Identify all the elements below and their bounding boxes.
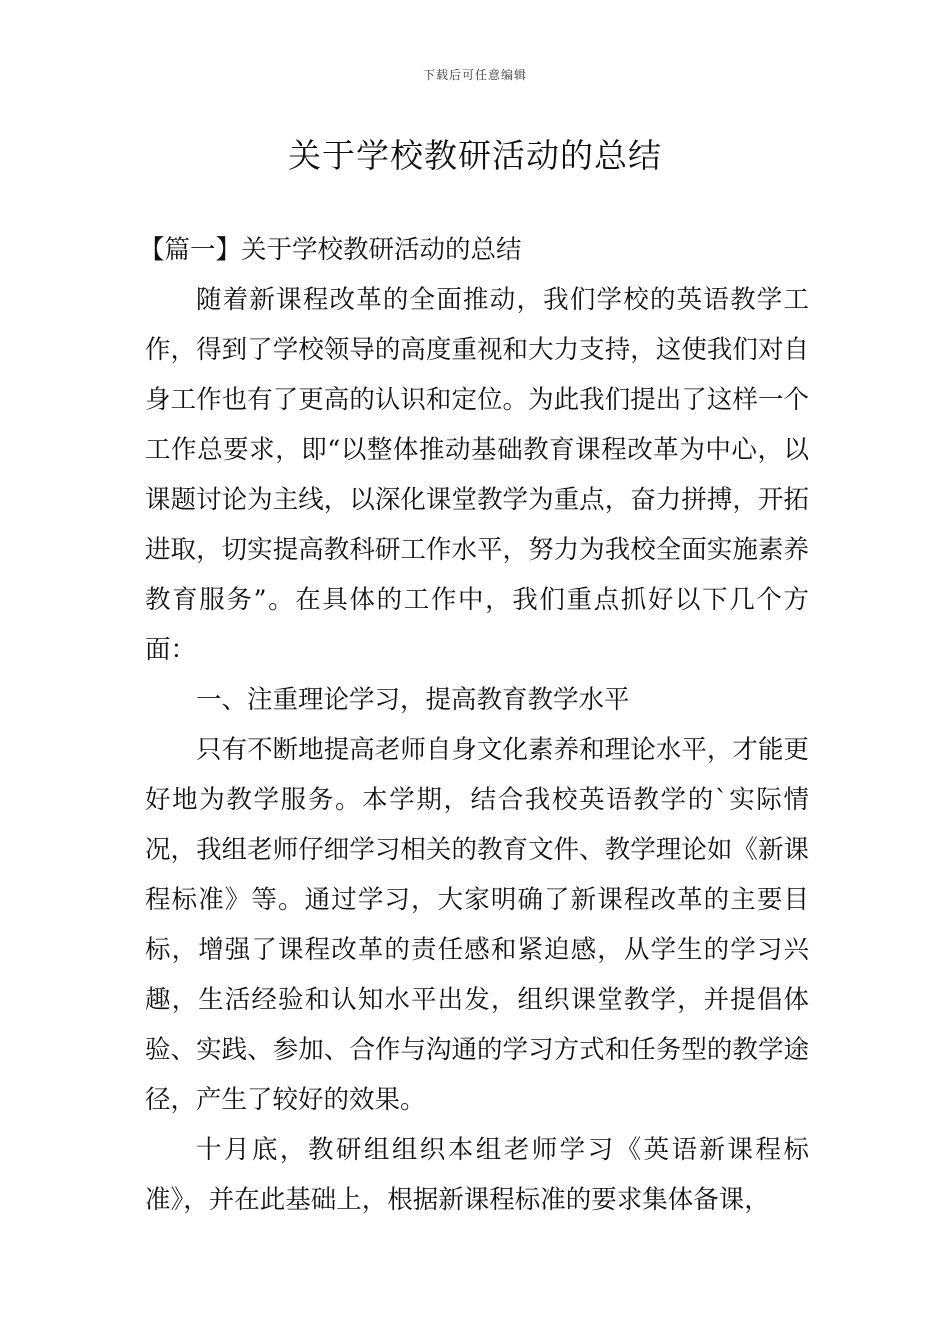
document-title: 关于学校教研活动的总结 — [288, 136, 662, 175]
paragraph-subheading-1: 一、注重理论学习，提高教育教学水平 — [196, 685, 630, 715]
paragraph-theory-study: 只有不断地提高老师自身文化素养和理论水平，才能更好地为教学服务。本学期，结合我校英语教学的`实际情况，我组老师仔细学习相关的教育文件、教学理论如《新课程标准》等。通过学习，大家明确了新课程改革的主要目标，增强了课程改革的责任感和紧迫感，从学生的学习兴趣，生活经验和认知水平出发，组织课堂教学，并提倡体验、实践、参加、合作与沟通的学习方式和任务型的教学途径，产生了较好的效果。 — [145, 735, 809, 1115]
header-note: 下载后可任意编辑 — [422, 68, 527, 82]
document-body — [139, 225, 809, 1225]
paragraph-october: 十月底，教研组组织本组老师学习《英语新课程标准》，并在此基础上，根据新课程标准的要求集体备课， — [145, 1135, 809, 1215]
section-heading: 【篇一】关于学校教研活动的总结 — [139, 235, 522, 265]
paragraph-intro: 随着新课程改革的全面推动，我们学校的英语教学工作，得到了学校领导的高度重视和大力支持，这使我们对自身工作也有了更高的认识和定位。为此我们提出了这样一个工作总要求，即“以整体推动基础教育课程改革为中心，以课题讨论为主线，以深化课堂教学为重点，奋力拼搏，开拓进取，切实提高教科研工作水平，努力为我校全面实施素养教育服务”。在具体的工作中，我们重点抓好以下几个方面： — [145, 285, 809, 665]
